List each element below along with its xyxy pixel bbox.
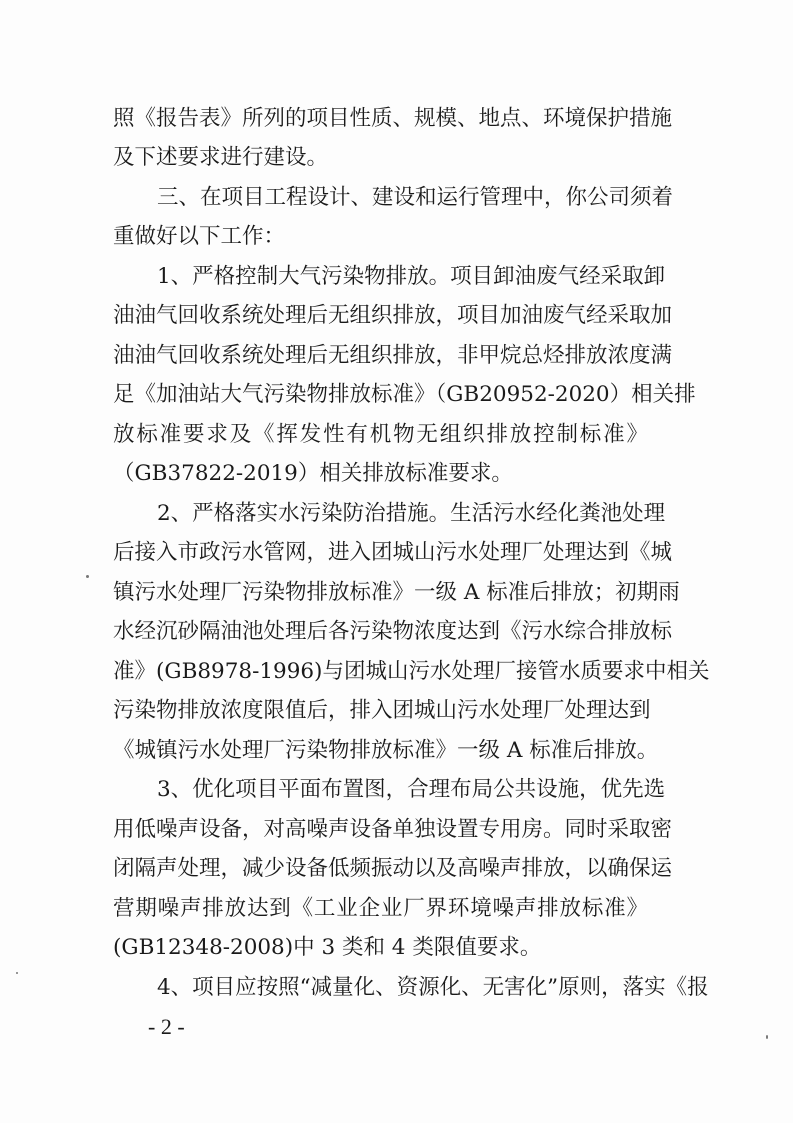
text-line: 及下述要求进行建设。 bbox=[113, 145, 329, 170]
text-line: 《城镇污水处理厂污染物排放标准》一级 A 标准后排放。 bbox=[113, 738, 659, 763]
text-line: （GB37822-2019）相关排放标准要求。 bbox=[113, 461, 513, 486]
text-line: 油油气回收系统处理后无组织排放，非甲烷总烃排放浓度满 bbox=[113, 343, 673, 368]
text-line: 用低噪声设备，对高噪声设备单独设置专用房。同时采取密 bbox=[113, 817, 673, 842]
text-line: 闭隔声处理，减少设备低频振动以及高噪声排放，以确保运 bbox=[113, 856, 673, 881]
scan-speck bbox=[86, 575, 89, 578]
text-line: 营期噪声排放达到《工业企业厂界环境噪声排放标准》 bbox=[113, 896, 648, 921]
text-line: 4、项目应按照“减量化、资源化、无害化”原则，落实《报 bbox=[157, 975, 709, 1000]
text-line: (GB12348-2008)中 3 类和 4 类限值要求。 bbox=[113, 935, 542, 960]
page-number: - 2 - bbox=[148, 1014, 185, 1039]
text-line: 3、优化项目平面布置图，合理布局公共设施，优先选 bbox=[157, 777, 666, 802]
text-line: 污染物排放浓度限值后，排入团城山污水处理厂处理达到 bbox=[113, 698, 651, 723]
text-line: 水经沉砂隔油池处理后各污染物浓度达到《污水综合排放标 bbox=[113, 619, 673, 644]
text-line: 照《报告表》所列的项目性质、规模、地点、环境保护措施 bbox=[113, 106, 673, 131]
text-line: 三、在项目工程设计、建设和运行管理中，你公司须着 bbox=[157, 185, 674, 210]
text-line: 后接入市政污水管网，进入团城山污水处理厂处理达到《城 bbox=[113, 540, 673, 565]
scan-speck bbox=[766, 1035, 768, 1039]
text-line: 2、严格落实水污染防治措施。生活污水经化粪池处理 bbox=[157, 501, 666, 526]
text-line: 油油气回收系统处理后无组织排放，项目加油废气经采取加 bbox=[113, 303, 673, 328]
text-line: 放标准要求及《挥发性有机物无组织排放控制标准》 bbox=[113, 422, 648, 447]
scan-speck bbox=[16, 972, 18, 974]
text-line: 准》(GB8978-1996)与团城山污水处理厂接管水质要求中相关 bbox=[113, 659, 710, 684]
text-line: 重做好以下工作： bbox=[113, 224, 286, 249]
text-line: 足《加油站大气污染物排放标准》（GB20952-2020）相关排 bbox=[113, 382, 696, 407]
text-line: 1、严格控制大气污染物排放。项目卸油废气经采取卸 bbox=[157, 264, 666, 289]
text-line: 镇污水处理厂污染物排放标准》一级 A 标准后排放；初期雨 bbox=[113, 580, 680, 605]
